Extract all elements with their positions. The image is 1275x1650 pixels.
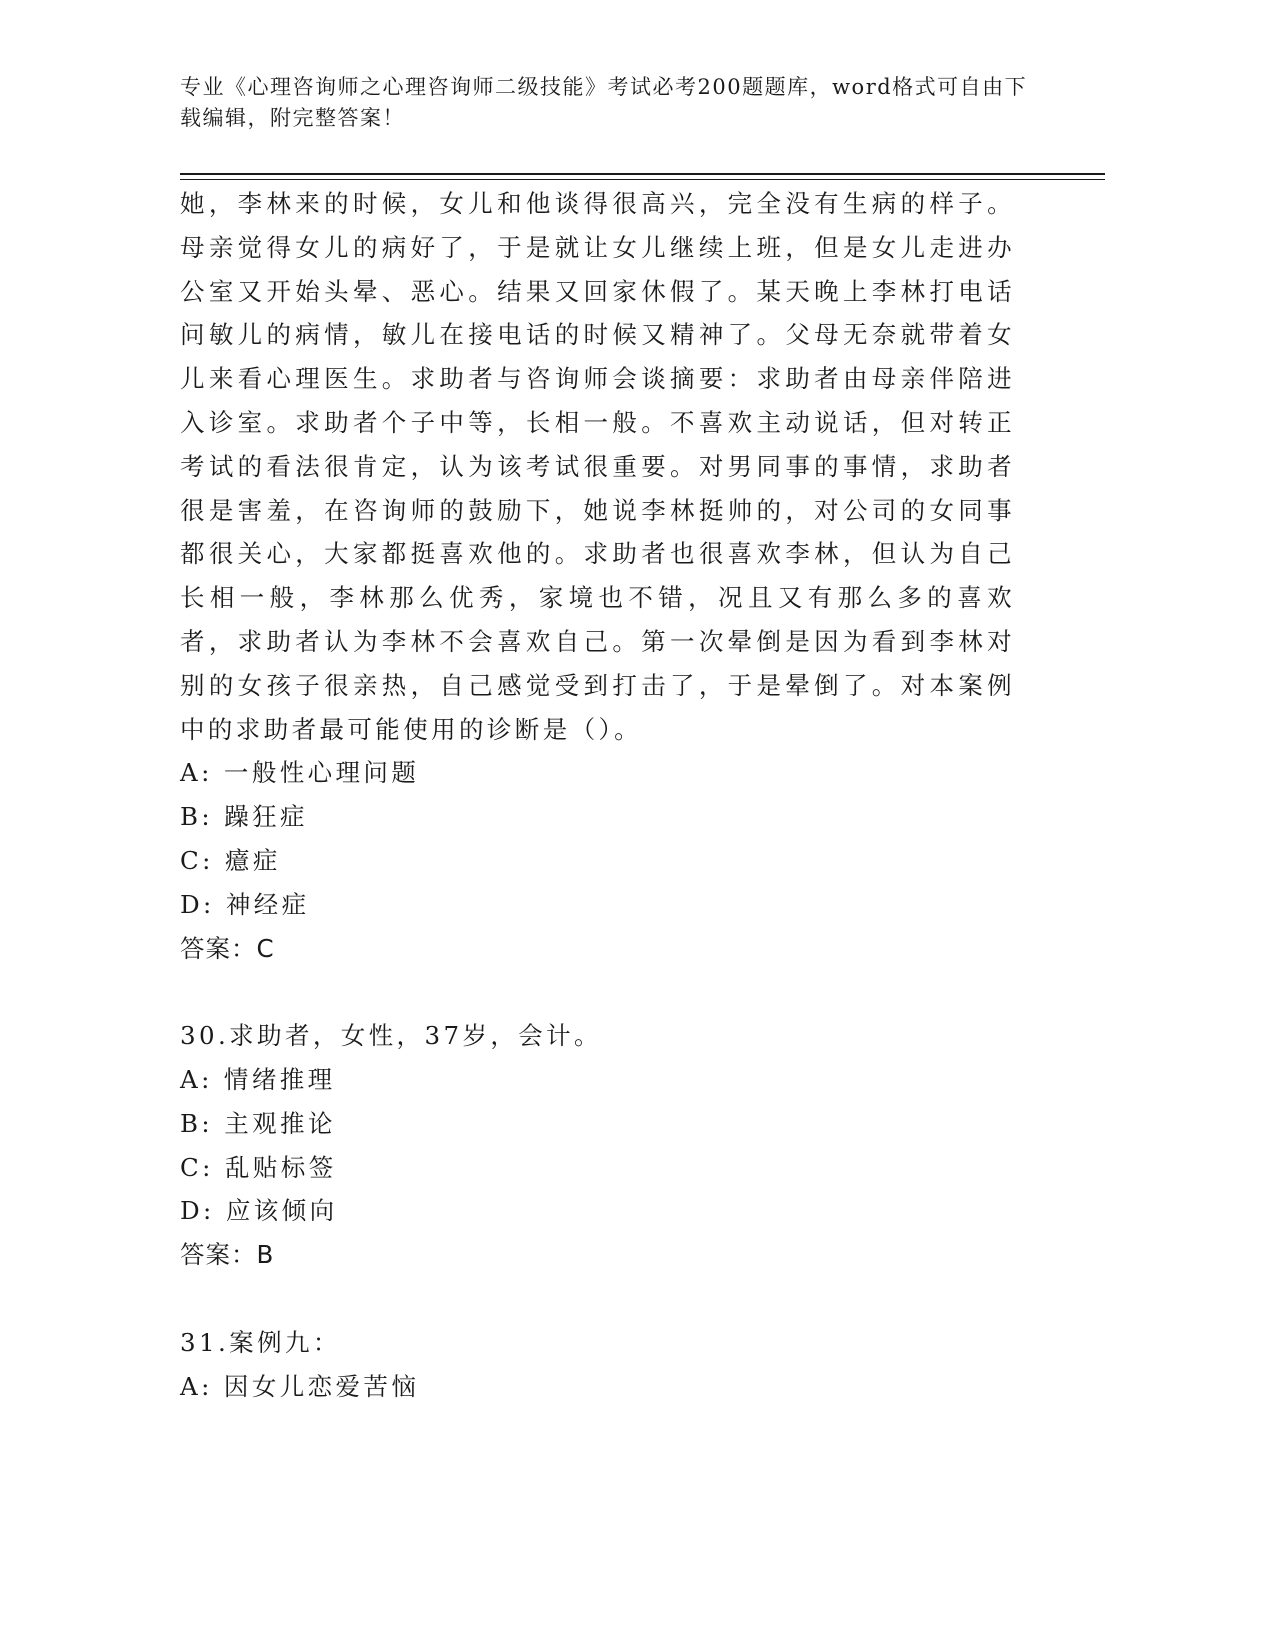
spacer — [180, 1277, 1015, 1321]
header-divider-thick — [180, 173, 1105, 175]
option-b: B: 躁狂症 — [180, 802, 308, 832]
question-29 — [180, 182, 1015, 970]
option-a: A: 一般性心理问题 — [180, 758, 420, 788]
page-header: 专业《心理咨询师之心理咨询师二级技能》考试必考200题题库，word格式可自由下载编辑，附完整答案！ — [180, 75, 1028, 130]
question-stem: 30.求助者，女性，37岁，会计。 — [180, 1021, 602, 1051]
option-a: A: 因女儿恋爱苦恼 — [180, 1371, 420, 1401]
question-stem: 她，李林来的时候，女儿和他谈得很高兴，完全没有生病的样子。母亲觉得女儿的病好了，于是就让女儿继续上班，但是女儿走进办公室又开始头晕、恶心。结果又回家休假了。某天晚上李林打电话问敏儿的病情，敏儿在接电话的时候又精神了。父母无奈就带着女儿来看心理医生。求助者与咨询师会谈摘要：求助者由母亲伴陪进入诊室。求助者个子中等，长相一般。不喜欢主动说话，但对转正考试的看法很肯定，认为该考试很重要。对男同事的事情，求助者很是害羞，在咨询师的鼓励下，她说李林挺帅的，对公司的女同事都很关心，大家都挺喜欢他的。求助者也很喜欢李林，但认为自己长相一般，李林那么优秀，家境也不错，况且又有那么多的喜欢者，求助者认为李林不会喜欢自己。第一次晕倒是因为看到李林对别的女孩子很亲热，自己感觉受到打击了，于是晕倒了。对本案例中的求助者最可能使用的诊断是（）。 — [180, 189, 1015, 744]
option-d: D: 应该倾向 — [180, 1196, 338, 1226]
option-c: C: 乱贴标签 — [180, 1152, 337, 1182]
option-c: C: 癔症 — [180, 845, 281, 875]
spacer — [180, 970, 1015, 1014]
question-stem: 31.案例九： — [180, 1327, 341, 1357]
question-30 — [180, 1014, 1015, 1277]
option-d: D: 神经症 — [180, 889, 310, 919]
option-a: A: 情绪推理 — [180, 1064, 336, 1094]
document-body — [180, 182, 1015, 1408]
option-b: B: 主观推论 — [180, 1108, 336, 1138]
header-divider-thin — [180, 179, 1105, 180]
question-31 — [180, 1321, 1015, 1409]
answer: 答案：C — [180, 933, 275, 963]
answer: 答案：B — [180, 1240, 275, 1270]
